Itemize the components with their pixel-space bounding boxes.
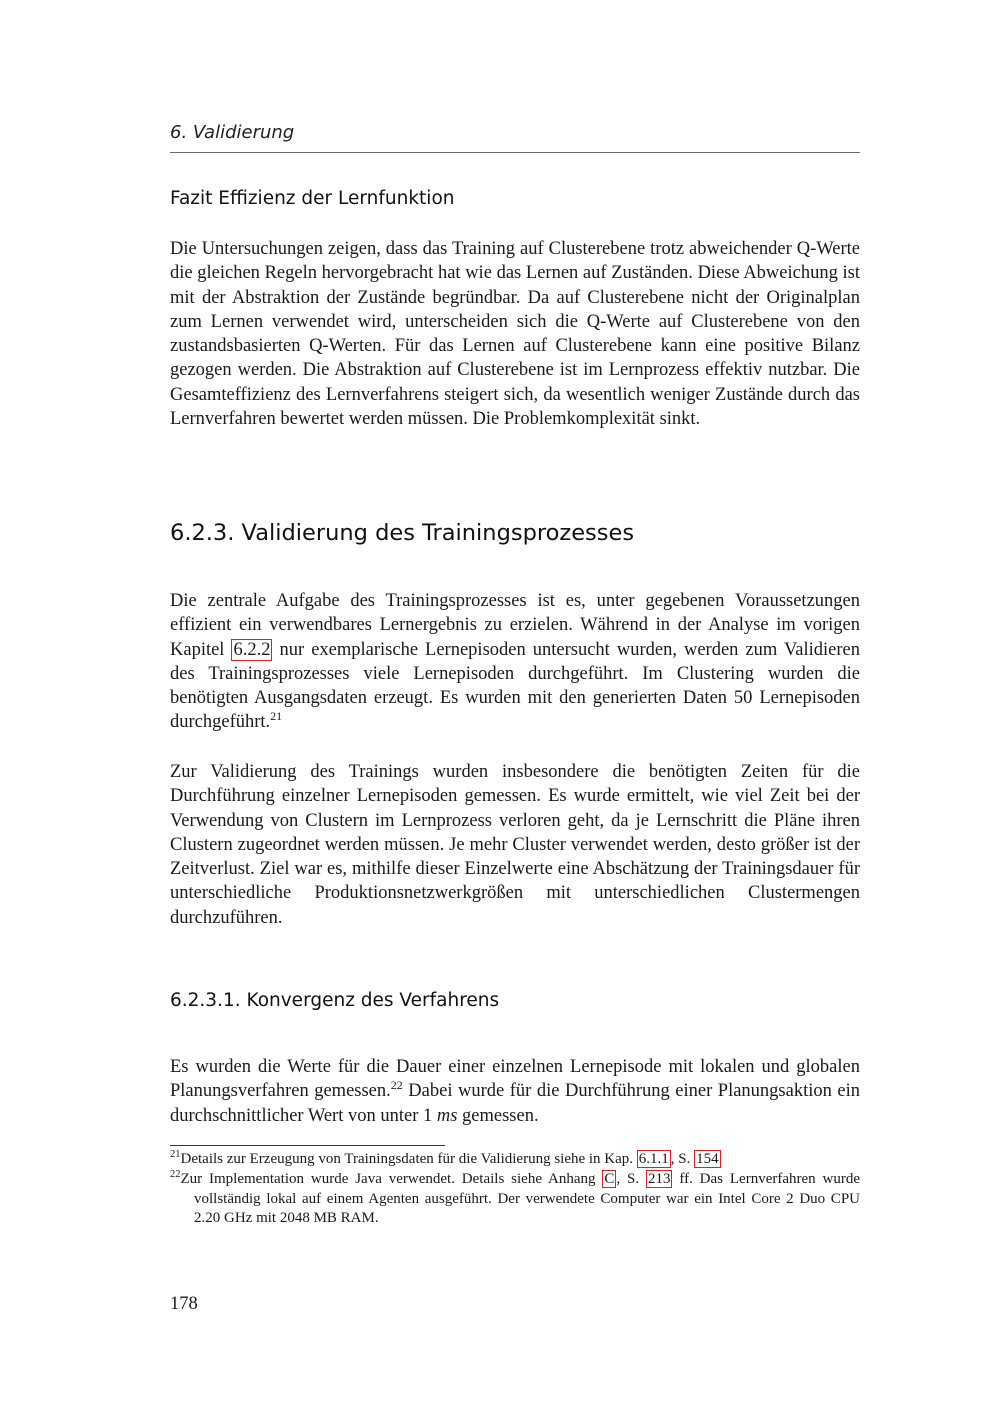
paragraph-text: Es wurden die Werte für die Dauer einer einzelnen Lernepisode mit lokalen und globalen Planungsverfahren gemessen. — [170, 1057, 860, 1102]
page-number: 178 — [170, 1294, 198, 1314]
running-header — [170, 120, 860, 153]
appendix-link-c[interactable]: C — [604, 1171, 615, 1187]
unit-ms: ms — [436, 1105, 458, 1126]
footnote-number: 22 — [170, 1169, 181, 1180]
paragraph-text: nur exemplarische Lernepisoden untersucht wurden, werden zum Validieren des Trainingsprozesses viele Lernepisoden durchgeführt. Im Clustering wurden die benötigten Ausgangsdaten erzeugt. Es wurden mit den generierten Daten 50 Lernepisoden durchgeführt. — [170, 639, 860, 733]
footnote-22 — [170, 1170, 860, 1229]
footnote-separator — [170, 1145, 445, 1146]
subsection-heading-6-2-3-1: 6.2.3.1. Konvergenz des Verfahrens — [170, 990, 500, 1011]
paragraph-training-validation: Zur Validierung des Trainings wurden insbesondere die benötigten Zeiten für die Durchführung einzelner Lernepisoden gemessen. Es wurde ermittelt, wie viel Zeit bei der Verwendung von Clustern im Lernprozess verloren geht, da je Lernschritt die Pläne ihren Clustern zugeordnet werden müssen. Je mehr Cluster verwendet werden, desto größer ist der Zeitverlust. Ziel war es, mithilfe dieser Einzelwerte eine Abschätzung der Trainingsdauer für unterschiedliche Produktionsnetzwerkgrößen mit unterschiedlichen Clustermengen durchzuführen. — [170, 762, 860, 928]
footnote-text: , S. — [670, 1151, 695, 1167]
paragraph-text: Dabei wurde für die Durchführung einer Planungsaktion ein durchschnittlicher Wert von unter 1 — [170, 1081, 860, 1126]
footnote-text: ff. Das Lernverfahren wurde vollständig lokal auf einem Agenten ausgeführt. Der verwendete Computer war ein Intel Core 2 Duo CPU 2.20 GHz mit 2048 MB RAM. — [194, 1171, 861, 1226]
page-link-213[interactable]: 213 — [647, 1171, 671, 1187]
footnote-mark-22[interactable]: 22 — [390, 1078, 403, 1093]
footnote-text: Details zur Erzeugung von Trainingsdaten für die Validierung siehe in Kap. — [180, 1151, 637, 1167]
chapter-link-6-1-1[interactable]: 6.1.1 — [638, 1151, 669, 1167]
paragraph-fazit: Die Untersuchungen zeigen, dass das Training auf Clusterebene trotz abweichender Q-Werte die gleichen Regeln hervorgebracht hat wie das Lernen auf Zuständen. Diese Abweichung ist mit der Abstraktion der Zustände begründbar. Da auf Clusterebene nicht der Originalplan zum Lernen verwendet wird, unterscheiden sich die Q-Werte auf Clusterebene von den zustandsbasierten Q-Werten. Für das Lernen auf Clusterebene kann eine positive Bilanz gezogen werden. Die Abstraktion auf Clusterebene ist im Lernprozess effektiv nutzbar. Die Gesamteffizienz des Lernverfahrens steigert sich, da wesentlich weniger Zustände durch das Lernverfahren bewertet werden müssen. Die Problemkomplexität sinkt. — [170, 239, 860, 430]
paragraph-training-intro — [170, 589, 860, 735]
paragraph-text: gemessen. — [457, 1105, 539, 1126]
footnote-mark-21[interactable]: 21 — [270, 709, 283, 724]
footnote-number: 21 — [170, 1149, 181, 1160]
footnote-text: Zur Implementation wurde Java verwendet. Details siehe Anhang — [180, 1171, 603, 1187]
paragraph-text: Die zentrale Aufgabe des Trainingsprozesses ist es, unter gegebenen Voraussetzungen effizient ein verwendbares Lernergebnis zu erzielen. Während in der Analyse im vorigen Kapitel — [170, 591, 860, 660]
footnote-21 — [170, 1150, 860, 1170]
chapter-link-6-2-2[interactable]: 6.2.2 — [233, 639, 271, 660]
subheading-fazit: Fazit Effizienz der Lernfunktion — [170, 188, 455, 209]
running-header-title: 6. Validierung — [170, 122, 295, 143]
paragraph-convergence — [170, 1055, 860, 1128]
section-heading-6-2-3: 6.2.3. Validierung des Trainingsprozesses — [170, 520, 635, 546]
footnote-text: , S. — [616, 1171, 646, 1187]
page-link-154[interactable]: 154 — [696, 1151, 719, 1167]
